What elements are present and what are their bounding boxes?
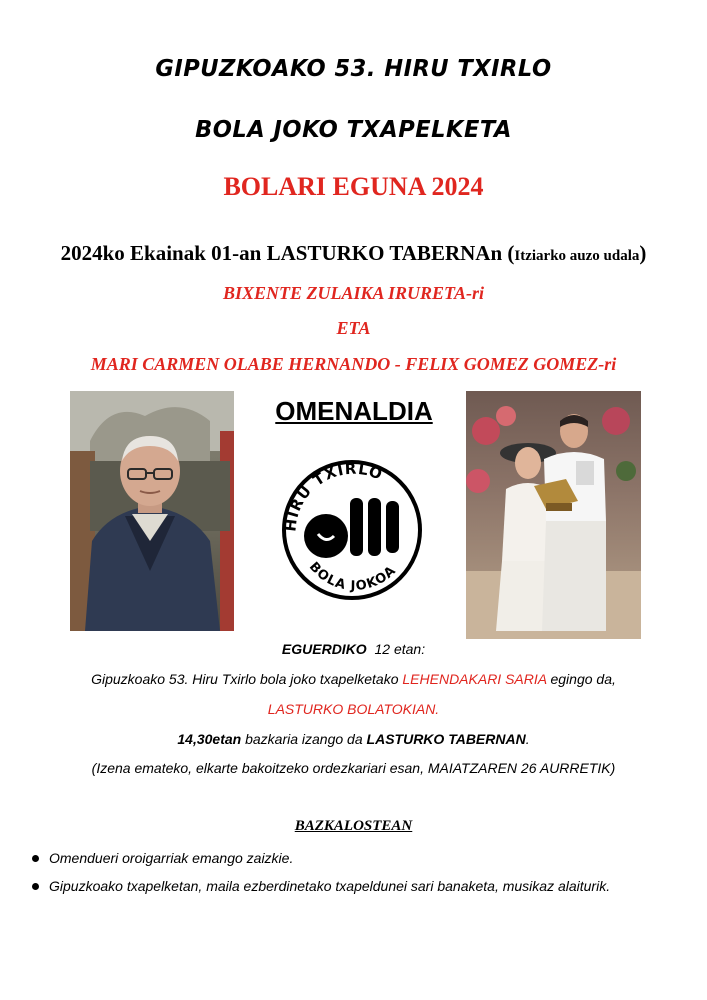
lunch-end: . [525,731,530,747]
date-location-note: Itziarko auzo udala [514,248,640,264]
bazkalostean-heading: BAZKALOSTEAN [294,818,413,834]
title-line-1: GIPUZKOAKO 53. HIRU TXIRLO [155,56,552,82]
logo-top-text: HIRU TXIRLO [281,459,386,533]
lunch-place: LASTURKO TABERNAN [366,731,526,747]
list-item-text: Omendueri oroigarriak emango zaizkie. [49,850,294,866]
list-item [32,878,610,894]
noon-label: EGUERDIKO [281,641,367,657]
list-item [32,850,293,866]
schedule-line-1-post: egingo da, [546,671,616,687]
date-main: 2024ko Ekainak 01-an LASTURKO TABERNAn ( [60,241,515,265]
bolatokian-line: LASTURKO BOLATOKIAN. [267,701,440,717]
list-item-text: Gipuzkoako txapelketan, maila ezberdinetako txapeldunei sari banaketa, musikaz alaiturik. [49,878,611,894]
honoree-connector: ETA [336,318,371,338]
honoree-photo-right [466,391,641,639]
date-line [0,241,707,266]
omenaldia-heading: OMENALDIA [275,396,433,426]
event-title: BOLARI EGUNA 2024 [223,172,484,201]
date-close-paren: ) [639,241,647,265]
honoree-photo-left [70,391,234,631]
logo-bottom-text: BOLA JOKOA [305,559,400,595]
noon-line [0,641,707,657]
lunch-time: 14,30etan [177,731,242,747]
registration-note: (Izena emateko, elkarte bakoitzeko ordezkariari esan, MAIATZAREN 26 AURRETIK) [91,760,616,776]
hiru-txirlo-logo [266,446,438,614]
schedule-line-1-pre: Gipuzkoako 53. Hiru Txirlo bola joko txapelketako [91,671,403,687]
lehendakari-saria: LEHENDAKARI SARIA [402,671,547,687]
lunch-line [0,731,707,747]
title-line-2: BOLA JOKO TXAPELKETA [195,117,512,143]
bullet-icon [32,855,39,862]
lunch-mid: bazkaria izango da [241,731,367,747]
schedule-line-1 [0,671,707,687]
noon-time: 12 etan: [374,641,426,657]
honoree-1: BIXENTE ZULAIKA IRURETA-ri [222,283,485,303]
honoree-2: MARI CARMEN OLABE HERNANDO - FELIX GOMEZ GOMEZ-ri [90,354,617,374]
bullet-icon [32,883,39,890]
